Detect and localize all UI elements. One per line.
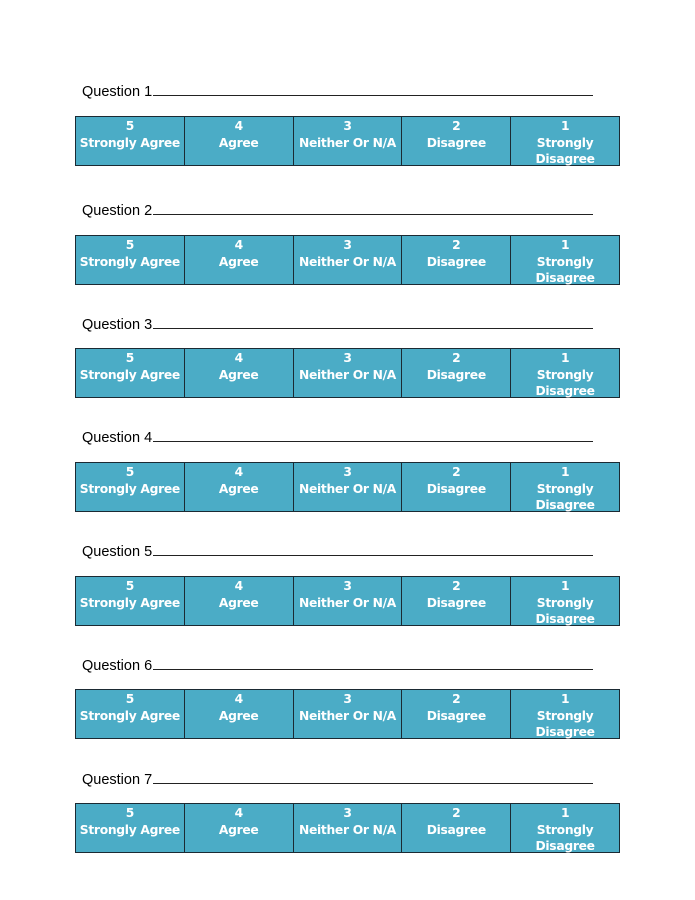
rating-option-1[interactable] — [511, 804, 619, 852]
rating-option-5[interactable] — [76, 463, 185, 511]
rating-value: 5 — [125, 119, 135, 133]
rating-label: Agree — [218, 135, 259, 150]
rating-label: Strongly Agree — [79, 822, 180, 837]
rating-scale — [75, 348, 620, 398]
rating-value: 2 — [452, 806, 461, 820]
rating-scale — [75, 689, 620, 739]
rating-value: 4 — [234, 579, 243, 593]
rating-option-3[interactable] — [294, 349, 403, 397]
rating-label: Neither Or N/A — [298, 481, 397, 496]
rating-label: Neither Or N/A — [298, 708, 397, 723]
rating-label: Strongly Disagree — [535, 595, 595, 626]
rating-option-3[interactable] — [294, 690, 403, 738]
rating-option-1[interactable] — [511, 349, 619, 397]
rating-option-4[interactable] — [185, 236, 294, 284]
rating-value: 2 — [452, 579, 461, 593]
rating-label: Neither Or N/A — [298, 595, 397, 610]
rating-label: Strongly Disagree — [535, 708, 595, 739]
rating-value: 3 — [343, 692, 352, 706]
rating-option-5[interactable] — [76, 349, 185, 397]
question-label — [82, 771, 593, 789]
answer-blank-line[interactable] — [153, 429, 593, 442]
question-text: Question 5 — [82, 544, 153, 560]
rating-option-2[interactable] — [402, 236, 511, 284]
rating-option-5[interactable] — [76, 117, 185, 165]
rating-option-4[interactable] — [185, 349, 294, 397]
answer-blank-line[interactable] — [153, 83, 593, 96]
rating-option-2[interactable] — [402, 577, 511, 625]
rating-label: Strongly Disagree — [535, 481, 595, 512]
rating-label: Strongly Agree — [79, 481, 180, 496]
rating-label: Disagree — [426, 135, 486, 150]
rating-label: Agree — [218, 481, 259, 496]
rating-value: 4 — [234, 238, 243, 252]
rating-value: 2 — [452, 465, 461, 479]
rating-label: Agree — [218, 254, 259, 269]
rating-label: Neither Or N/A — [298, 367, 397, 382]
rating-value: 3 — [343, 351, 352, 365]
rating-label: Agree — [218, 367, 259, 382]
rating-scale — [75, 576, 620, 626]
rating-value: 1 — [560, 465, 570, 479]
answer-blank-line[interactable] — [153, 316, 593, 329]
rating-value: 3 — [343, 579, 352, 593]
question-label — [82, 429, 593, 447]
rating-value: 3 — [343, 465, 352, 479]
rating-option-3[interactable] — [294, 236, 403, 284]
answer-blank-line[interactable] — [153, 771, 593, 784]
answer-blank-line[interactable] — [153, 543, 593, 556]
rating-option-5[interactable] — [76, 804, 185, 852]
rating-option-2[interactable] — [402, 804, 511, 852]
rating-label: Neither Or N/A — [298, 822, 397, 837]
rating-label: Strongly Disagree — [535, 135, 595, 166]
rating-option-2[interactable] — [402, 349, 511, 397]
rating-option-5[interactable] — [76, 577, 185, 625]
question-text: Question 6 — [82, 658, 153, 674]
rating-option-2[interactable] — [402, 117, 511, 165]
rating-value: 1 — [560, 579, 570, 593]
rating-value: 4 — [234, 351, 243, 365]
rating-label: Strongly Disagree — [535, 254, 595, 285]
question-label — [82, 316, 593, 334]
rating-label: Disagree — [426, 708, 486, 723]
rating-option-4[interactable] — [185, 804, 294, 852]
question-label — [82, 657, 593, 675]
rating-option-1[interactable] — [511, 117, 619, 165]
answer-blank-line[interactable] — [153, 657, 593, 670]
question-text: Question 7 — [82, 772, 153, 788]
rating-label: Agree — [218, 822, 259, 837]
rating-label: Strongly Agree — [79, 367, 180, 382]
rating-value: 5 — [125, 465, 135, 479]
rating-value: 4 — [234, 806, 243, 820]
rating-value: 2 — [452, 692, 461, 706]
rating-option-1[interactable] — [511, 577, 619, 625]
rating-value: 2 — [452, 119, 461, 133]
rating-label: Disagree — [426, 254, 486, 269]
rating-scale — [75, 116, 620, 166]
rating-value: 4 — [234, 119, 243, 133]
question-label — [82, 83, 593, 101]
rating-option-2[interactable] — [402, 463, 511, 511]
rating-label: Disagree — [426, 481, 486, 496]
rating-option-1[interactable] — [511, 463, 619, 511]
rating-label: Strongly Disagree — [535, 367, 595, 398]
rating-option-5[interactable] — [76, 236, 185, 284]
rating-scale — [75, 235, 620, 285]
rating-value: 1 — [560, 119, 570, 133]
rating-label: Strongly Agree — [79, 595, 180, 610]
rating-value: 1 — [560, 806, 570, 820]
question-text: Question 4 — [82, 430, 153, 446]
rating-option-4[interactable] — [185, 690, 294, 738]
rating-label: Disagree — [426, 595, 486, 610]
rating-value: 5 — [125, 579, 135, 593]
question-label — [82, 543, 593, 561]
rating-label: Strongly Agree — [79, 254, 180, 269]
rating-scale — [75, 462, 620, 512]
rating-option-2[interactable] — [402, 690, 511, 738]
rating-label: Disagree — [426, 367, 486, 382]
rating-label: Strongly Agree — [79, 135, 180, 150]
rating-label: Neither Or N/A — [298, 135, 397, 150]
rating-label: Strongly Agree — [79, 708, 180, 723]
question-label — [82, 202, 593, 220]
question-text: Question 3 — [82, 317, 153, 333]
rating-option-3[interactable] — [294, 577, 403, 625]
rating-label: Neither Or N/A — [298, 254, 397, 269]
question-text: Question 2 — [82, 203, 153, 219]
rating-option-1[interactable] — [511, 690, 619, 738]
rating-option-3[interactable] — [294, 804, 403, 852]
question-text: Question 1 — [82, 84, 153, 100]
rating-label: Disagree — [426, 822, 486, 837]
rating-label: Agree — [218, 708, 259, 723]
rating-value: 5 — [125, 351, 135, 365]
rating-scale — [75, 803, 620, 853]
rating-value: 5 — [125, 692, 135, 706]
rating-label: Agree — [218, 595, 259, 610]
rating-value: 1 — [560, 238, 570, 252]
rating-option-3[interactable] — [294, 117, 403, 165]
rating-value: 4 — [234, 692, 243, 706]
rating-value: 2 — [452, 238, 461, 252]
rating-value: 1 — [560, 351, 570, 365]
rating-value: 3 — [343, 119, 352, 133]
rating-label: Strongly Disagree — [535, 822, 595, 853]
rating-option-1[interactable] — [511, 236, 619, 284]
rating-value: 5 — [125, 238, 135, 252]
rating-option-3[interactable] — [294, 463, 403, 511]
rating-option-4[interactable] — [185, 463, 294, 511]
rating-option-4[interactable] — [185, 117, 294, 165]
rating-value: 5 — [125, 806, 135, 820]
rating-option-4[interactable] — [185, 577, 294, 625]
rating-option-5[interactable] — [76, 690, 185, 738]
rating-value: 2 — [452, 351, 461, 365]
rating-value: 3 — [343, 238, 352, 252]
rating-value: 4 — [234, 465, 243, 479]
rating-value: 1 — [560, 692, 570, 706]
answer-blank-line[interactable] — [153, 202, 593, 215]
rating-value: 3 — [343, 806, 352, 820]
